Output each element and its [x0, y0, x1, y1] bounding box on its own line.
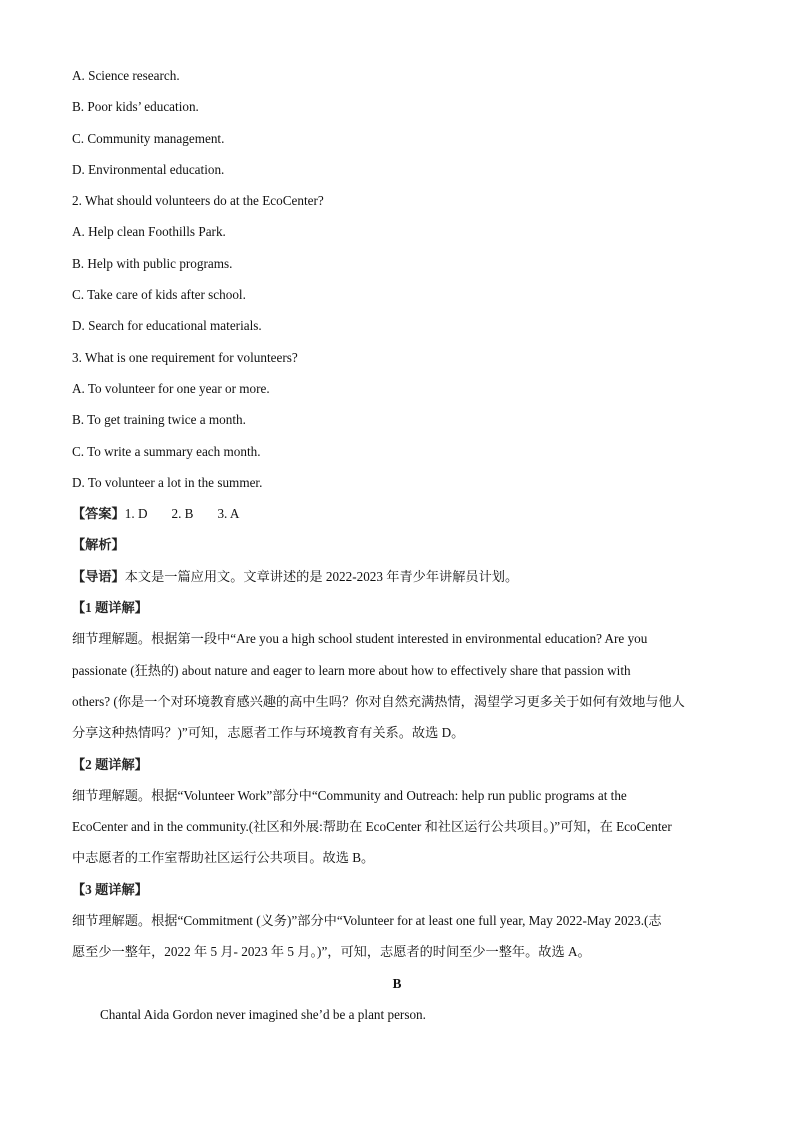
q2-option-a: A. Help clean Foothills Park. — [72, 224, 226, 240]
section-b-heading: B — [392, 975, 402, 991]
guide-label: 【导语】 — [72, 568, 125, 584]
guide-line — [72, 567, 722, 598]
detail2-label: 【2 题详解】 — [72, 756, 148, 772]
detail1-line-3: others? (你是一个对环境教育感兴趣的高中生吗？你对自然充满热情，渴望学习更多关于如何有效地与他人 — [72, 693, 685, 709]
answer-3: 3. A — [217, 506, 240, 522]
guide-text: 本文是一篇应用文。文章讲述的是 2022-2023 年青少年讲解员计划。 — [124, 568, 519, 584]
answer-2: 2. B — [171, 506, 194, 522]
q3-option-d: D. To volunteer a lot in the summer. — [72, 474, 263, 490]
detail2-line-2: EcoCenter and in the community.(社区和外展:帮助在 EcoCenter 和社区运行公共项目。)”可知，在 EcoCenter — [72, 819, 672, 835]
section-b-first-line: Chantal Aida Gordon never imagined she’d be a plant person. — [100, 1006, 426, 1022]
answer-label: 【答案】 — [72, 506, 125, 522]
q1-option-d: D. Environmental education. — [72, 161, 225, 177]
answer-1: 1. D — [124, 506, 148, 522]
analysis-label: 【解析】 — [72, 537, 125, 553]
answer-line — [72, 504, 722, 535]
detail3-line-1: 细节理解题。根据“Commitment (义务)”部分中“Volunteer for at least one full year, May 2022-May 2023.(志 — [72, 913, 662, 929]
q1-option-c: C. Community management. — [72, 130, 225, 146]
detail3-label: 【3 题详解】 — [72, 881, 148, 897]
detail1-label: 【1 题详解】 — [72, 600, 148, 616]
q3-stem: 3. What is one requirement for volunteers? — [72, 349, 298, 365]
q2-option-c: C. Take care of kids after school. — [72, 287, 246, 303]
detail1-line-2: passionate (狂热的) about nature and eager to learn more about how to effectively share that passion with — [72, 662, 631, 678]
detail1-line-4: 分享这种热情吗？)”可知，志愿者工作与环境教育有关系。故选 D。 — [72, 725, 465, 741]
q3-option-a: A. To volunteer for one year or more. — [72, 380, 270, 396]
q2-stem: 2. What should volunteers do at the EcoCenter? — [72, 193, 324, 209]
q1-option-b: B. Poor kids’ education. — [72, 99, 199, 115]
detail2-line-1: 细节理解题。根据“Volunteer Work”部分中“Community and Outreach: help run public programs at the — [72, 787, 627, 803]
q2-option-d: D. Search for educational materials. — [72, 318, 262, 334]
detail2-line-3: 中志愿者的工作室帮助社区运行公共项目。故选 B。 — [72, 850, 375, 866]
q3-option-c: C. To write a summary each month. — [72, 443, 261, 459]
q3-option-b: B. To get training twice a month. — [72, 412, 246, 428]
detail3-line-2: 愿至少一整年，2022 年 5 月- 2023 年 5 月。)”，可知，志愿者的时间至少一整年。故选 A。 — [72, 944, 591, 960]
q2-option-b: B. Help with public programs. — [72, 255, 233, 271]
q1-option-a: A. Science research. — [72, 68, 180, 83]
detail1-line-1: 细节理解题。根据第一段中“Are you a high school student interested in environmental education? Are you — [72, 631, 648, 647]
